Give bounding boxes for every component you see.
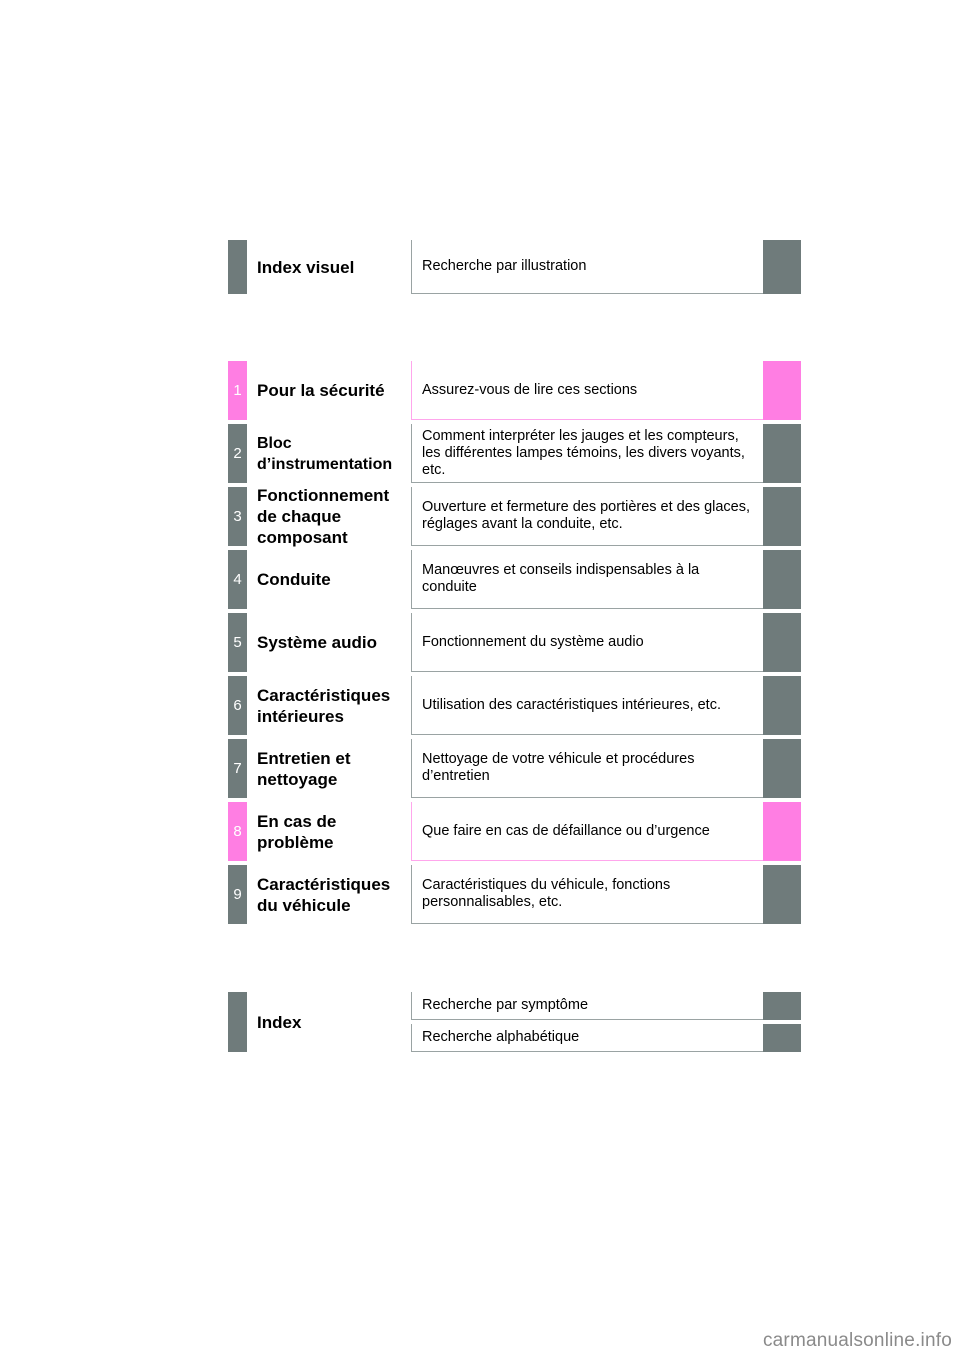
index-item-label: Recherche alphabétique (411, 1024, 763, 1052)
section-row-3[interactable] (228, 487, 801, 546)
section-description: Assurez-vous de lire ces sections (411, 361, 763, 420)
section-title: Caractéristiques intérieures (257, 685, 391, 726)
section-title: Conduite (257, 570, 331, 589)
section-title: Index visuel (257, 257, 355, 277)
section-number: 9 (228, 865, 247, 924)
section-description: Recherche par illustration (411, 240, 763, 294)
section-description: Comment interpréter les jauges et les compteurs, les différentes lampes témoins, les divers voyants, etc. (411, 424, 763, 483)
section-number: 1 (228, 361, 247, 420)
section-description: Nettoyage de votre véhicule et procédures d’entretien (411, 739, 763, 798)
index-item-label: Recherche par symptôme (411, 992, 763, 1020)
section-row-7[interactable] (228, 739, 801, 798)
section-row-4[interactable] (228, 550, 801, 609)
edge-tab (763, 739, 801, 798)
section-number: 6 (228, 676, 247, 735)
section-number-tab (228, 240, 247, 294)
section-title: Bloc d’instrumentation (257, 434, 393, 473)
section-number: 3 (228, 487, 247, 546)
edge-tab (763, 424, 801, 483)
watermark: carmanualsonline.info (762, 1330, 952, 1351)
section-number: 4 (228, 550, 247, 609)
edge-tab (763, 676, 801, 735)
section-description: Caractéristiques du véhicule, fonctions personnalisables, etc. (411, 865, 763, 924)
section-row-8[interactable] (228, 802, 801, 861)
section-description: Manœuvres et conseils indispensables à la conduite (411, 550, 763, 609)
section-number: 5 (228, 613, 247, 672)
section-title: En cas de problème (257, 811, 337, 852)
section-title: Caractéristiques du véhicule (257, 874, 391, 915)
section-description: Que faire en cas de défaillance ou d’urgence (411, 802, 763, 861)
section-title: Entretien et nettoyage (257, 748, 351, 789)
edge-tab (763, 240, 801, 294)
section-title: Système audio (257, 633, 377, 652)
edge-tab (763, 1024, 801, 1052)
section-row-2[interactable] (228, 424, 801, 483)
section-number: 8 (228, 802, 247, 861)
edge-tab (763, 992, 801, 1020)
edge-tab (763, 865, 801, 924)
edge-tab (763, 802, 801, 861)
edge-tab (763, 487, 801, 546)
index-row-symptom[interactable] (228, 992, 801, 1020)
index-row-alphabetical[interactable] (228, 1024, 801, 1052)
section-number: 2 (228, 424, 247, 483)
section-row-6[interactable] (228, 676, 801, 735)
section-description: Fonctionnement du système audio (411, 613, 763, 672)
section-row-9[interactable] (228, 865, 801, 924)
edge-tab (763, 361, 801, 420)
index-title: Index (257, 1012, 302, 1032)
section-row-1[interactable] (228, 361, 801, 420)
edge-tab (763, 550, 801, 609)
visual-index-row[interactable] (228, 240, 801, 294)
section-description: Ouverture et fermeture des portières et des glaces, réglages avant la conduite, etc. (411, 487, 763, 546)
section-title: Fonctionnement de chaque composant (257, 486, 390, 547)
section-description: Utilisation des caractéristiques intérieures, etc. (411, 676, 763, 735)
section-title: Pour la sécurité (257, 381, 385, 400)
section-number: 7 (228, 739, 247, 798)
section-row-5[interactable] (228, 613, 801, 672)
edge-tab (763, 613, 801, 672)
